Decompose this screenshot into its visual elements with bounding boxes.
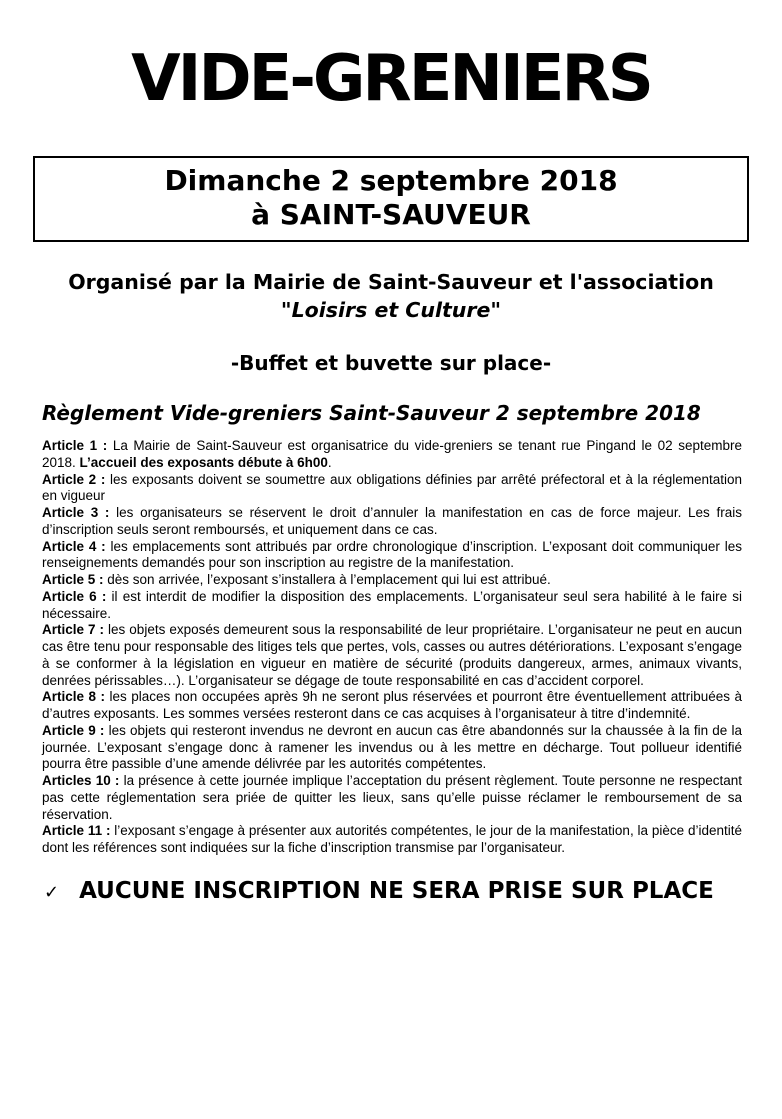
article-5-text: dès son arrivée, l’exposant s’installera à l’emplacement qui lui est attribué. [103, 572, 551, 587]
no-registration-notice [44, 877, 742, 905]
article-1-suffix: . [327, 454, 332, 470]
article-8-text: les places non occupées après 9h ne seront plus réservées et pourront être éventuellement attribuées à d’autres exposants. Les sommes versées resteront dans ce cas acquises à l’organisateur à titre d’indemnité. [42, 689, 742, 721]
article-7-text: les objets exposés demeurent sous la responsabilité de leur propriétaire. L’organisateur ne peut en aucun cas être tenu pour responsable des litiges tels que pertes, vols, casses ou autres détériorations. L’exposant s’engage à se conformer à la législation en vigueur en matière de sécurité (produits dangereux, armes, animaux vivants, denrées périssables…). L’organisateur se dégage de toute responsabilité en cas d’accident corporel. [42, 622, 742, 688]
article-6 [42, 589, 742, 623]
article-1-text: La Mairie de Saint-Sauveur est organisatrice du vide-greniers se tenant rue Pingand le 02 septembre 2018. [42, 438, 742, 470]
rules-title: Règlement Vide-greniers Saint-Sauveur 2 septembre 2018 [42, 401, 701, 425]
article-4-label: Article 4 : [42, 538, 106, 554]
article-9-label: Article 9 : [42, 722, 105, 738]
event-location: à SAINT-SAUVEUR [251, 198, 531, 231]
article-7 [42, 622, 742, 689]
article-6-label: Article 6 : [42, 588, 107, 604]
flyer-page [0, 42, 782, 1119]
article-1-bold: L’accueil des exposants débute à 6h00 [79, 454, 328, 470]
article-6-text: il est interdit de modifier la disposition des emplacements. L’organisateur seul sera habilité à le faire si nécessaire. [42, 588, 742, 621]
article-2-label: Article 2 : [42, 471, 106, 487]
buffet-note: -Buffet et buvette sur place- [230, 351, 552, 375]
article-3 [42, 505, 742, 539]
article-4 [42, 539, 742, 573]
article-10 [42, 773, 742, 823]
article-3-label: Article 3 : [42, 505, 110, 520]
event-date: Dimanche 2 septembre 2018 [164, 164, 618, 197]
article-2 [42, 472, 742, 506]
article-10-text: la présence à cette journée implique l’acceptation du présent règlement. Toute personne ne respectant pas cette réglementation sera priée de quitter les lieux, sans qu’elle puisse réclamer le remboursement de sa réservation. [42, 773, 742, 822]
organizer-block [0, 269, 782, 324]
article-5 [42, 572, 742, 589]
article-2-text: les exposants doivent se soumettre aux obligations définies par arrêté préfectoral et à la réglementation en vigueur [42, 471, 742, 504]
association-name: Loisirs et Culture [291, 297, 491, 322]
close-quote: " [490, 297, 502, 322]
open-quote: " [280, 297, 292, 322]
article-9-text: les objets qui resteront invendus ne devront en aucun cas être abandonnés sur la chaussée à la fin de la journée. L’exposant s’engage donc à ramener les invendus ou à les mettre en décharge. Tout pollueur identifié pourra être passible d’une amende délivrée par les autorités compétentes. [42, 722, 742, 772]
article-9 [42, 723, 742, 773]
article-8-label: Article 8 : [42, 689, 106, 705]
article-3-text: les organisateurs se réservent le droit d’annuler la manifestation en cas de force majeur. Les frais d’inscription seuls seront remboursés, et uniquement dans ce cas. [42, 505, 742, 537]
article-5-label: Article 5 : [42, 572, 104, 587]
article-8 [42, 689, 742, 723]
date-location-box [33, 156, 749, 242]
article-1 [42, 438, 742, 472]
organizer-line: Organisé par la Mairie de Saint-Sauveur et l'association [68, 270, 714, 294]
rules-articles [42, 438, 742, 857]
article-1-label: Article 1 : [42, 438, 108, 453]
no-registration-text: AUCUNE INSCRIPTION NE SERA PRISE SUR PLACE [79, 877, 714, 904]
article-10-label: Articles 10 : [42, 773, 120, 788]
article-7-label: Article 7 : [42, 622, 105, 638]
association-line [0, 297, 782, 325]
page-title: VIDE-GRENIERS [131, 42, 651, 116]
article-11-text: l’exposant s’engage à présenter aux autorités compétentes, le jour de la manifestation, la pièce d’identité dont les références sont indiquées sur la fiche d’inscription transmise par l’organisateur. [42, 823, 742, 855]
article-11-label: Article 11 : [42, 823, 111, 839]
article-11 [42, 823, 742, 857]
check-icon: ✓ [44, 881, 60, 903]
article-4-text: les emplacements sont attribués par ordre chronologique d’inscription. L’exposant doit communiquer les renseignements demandés pour son inscription au registre de la manifestation. [42, 538, 742, 571]
